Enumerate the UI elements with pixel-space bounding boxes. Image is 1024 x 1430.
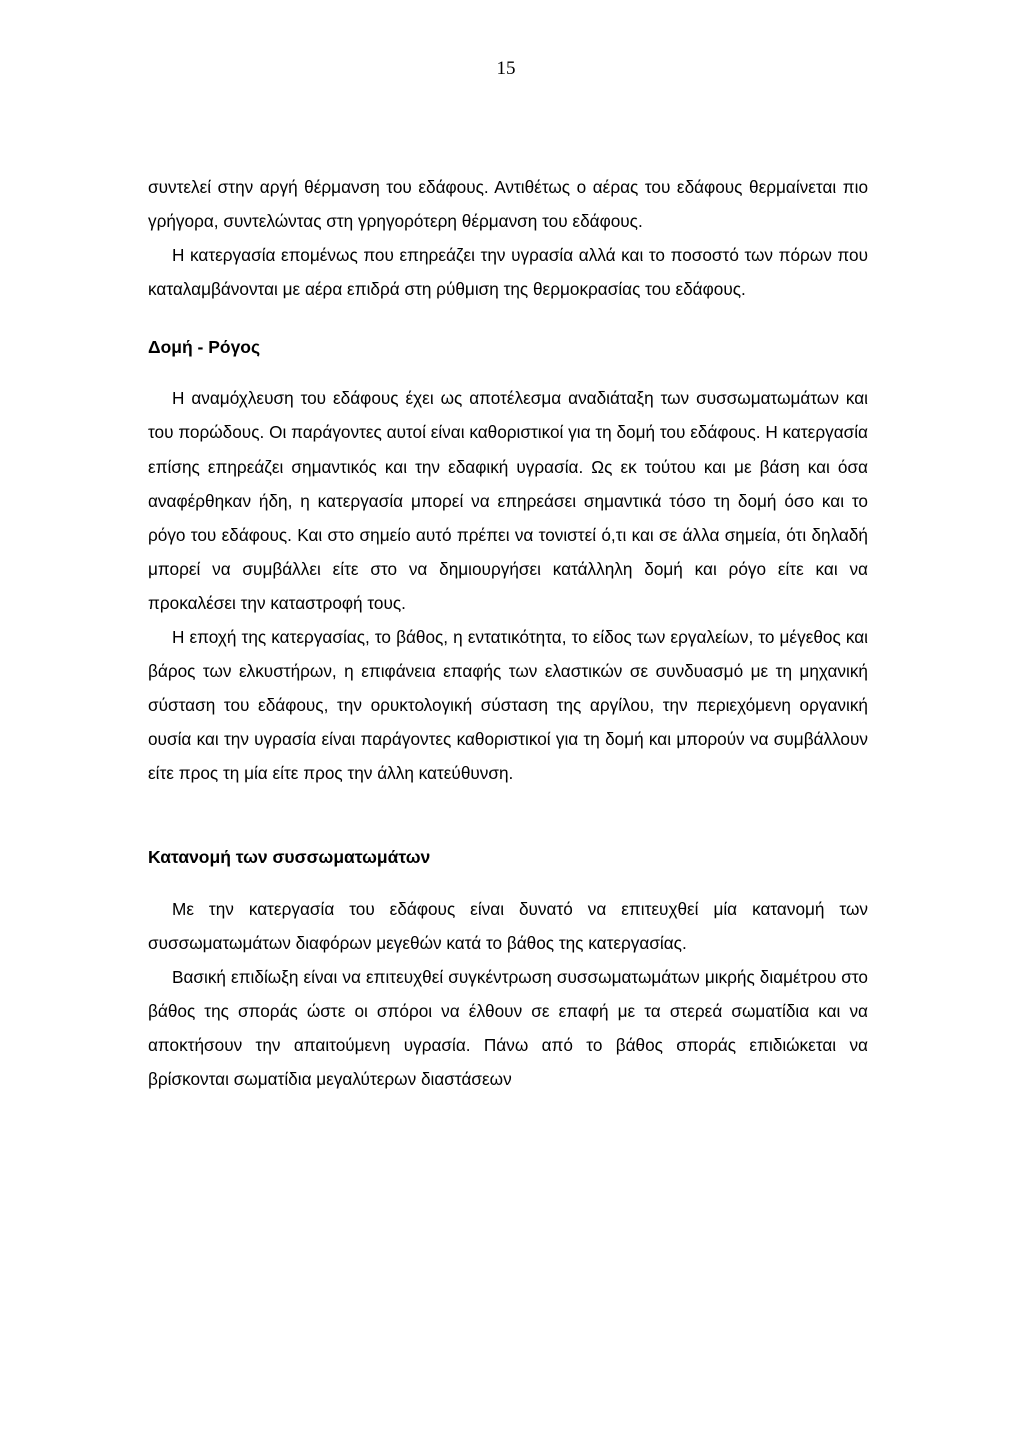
paragraph: Βασική επιδίωξη είναι να επιτευχθεί συγκέντρωση συσσωματωμάτων μικρής διαμέτρου στο βάθος της σποράς ώστε οι σπόροι να έλθουν σε επαφή με τα στερεά σωματίδια και να αποκτήσουν την απαιτούμενη υγρασία. Πάνω από το βάθος σποράς επιδιώκεται να βρίσκονται σωματίδια μεγαλύτερων διαστάσεων — [148, 966, 868, 1089]
section-heading-structure: Δομή - Ρόγος — [148, 337, 261, 358]
section-heading-distribution: Κατανομή των συσσωματωμάτων — [148, 846, 431, 867]
page-number: 15 — [496, 58, 516, 79]
page-body — [148, 170, 868, 1096]
paragraph: Η εποχή της κατεργασίας, το βάθος, η εντατικότητα, το είδος των εργαλείων, το μέγεθος και βάρος των ελκυστήρων, η επιφάνεια επαφής των ελαστικών σε συνδυασμό με τη μηχανική σύσταση του εδάφους, την ορυκτολογική σύσταση της αργίλου, την περιεχόμενη οργανική ουσία και την υγρασία είναι παράγοντες καθοριστικοί για τη δομή και μπορούν να συμβάλλουν είτε προς τη μία είτε προς την άλλη κατεύθυνση. — [148, 627, 868, 784]
paragraph: Η κατεργασία επομένως που επηρεάζει την υγρασία αλλά και το ποσοστό των πόρων που καταλαμβάνονται με αέρα επιδρά στη ρύθμιση της θερμοκρασίας του εδάφους. — [148, 245, 868, 300]
paragraph: Με την κατεργασία του εδάφους είναι δυνατό να επιτευχθεί μία κατανομή των συσσωματωμάτων διαφόρων μεγεθών κατά το βάθος της κατεργασίας. — [148, 898, 868, 953]
paragraph: Η αναμόχλευση του εδάφους έχει ως αποτέλεσμα αναδιάταξη των συσσωματωμάτων και του πορώδους. Οι παράγοντες αυτοί είναι καθοριστικοί για τη δομή του εδάφους. Η κατεργασία επίσης επηρεάζει σημαντικός και την εδαφική υγρασία. Ως εκ τούτου και με βάση και όσα αναφέρθηκαν ήδη, η κατεργασία μπορεί να επηρεάσει σημαντικά τόσο τη δομή όσο και το ρόγο του εδάφους. Και στο σημείο αυτό πρέπει να τονιστεί ό,τι και σε άλλα σημεία, ότι δηλαδή μπορεί να συμβάλλει είτε στο να δημιουργήσει κατάλληλη δομή και ρόγο είτε και να προκαλέσει την καταστροφή τους. — [148, 388, 868, 613]
paragraph: συντελεί στην αργή θέρμανση του εδάφους. Αντιθέτως ο αέρας του εδάφους θερμαίνεται πιο γρήγορα, συντελώντας στη γρηγορότερη θέρμανση του εδάφους. — [148, 177, 868, 232]
